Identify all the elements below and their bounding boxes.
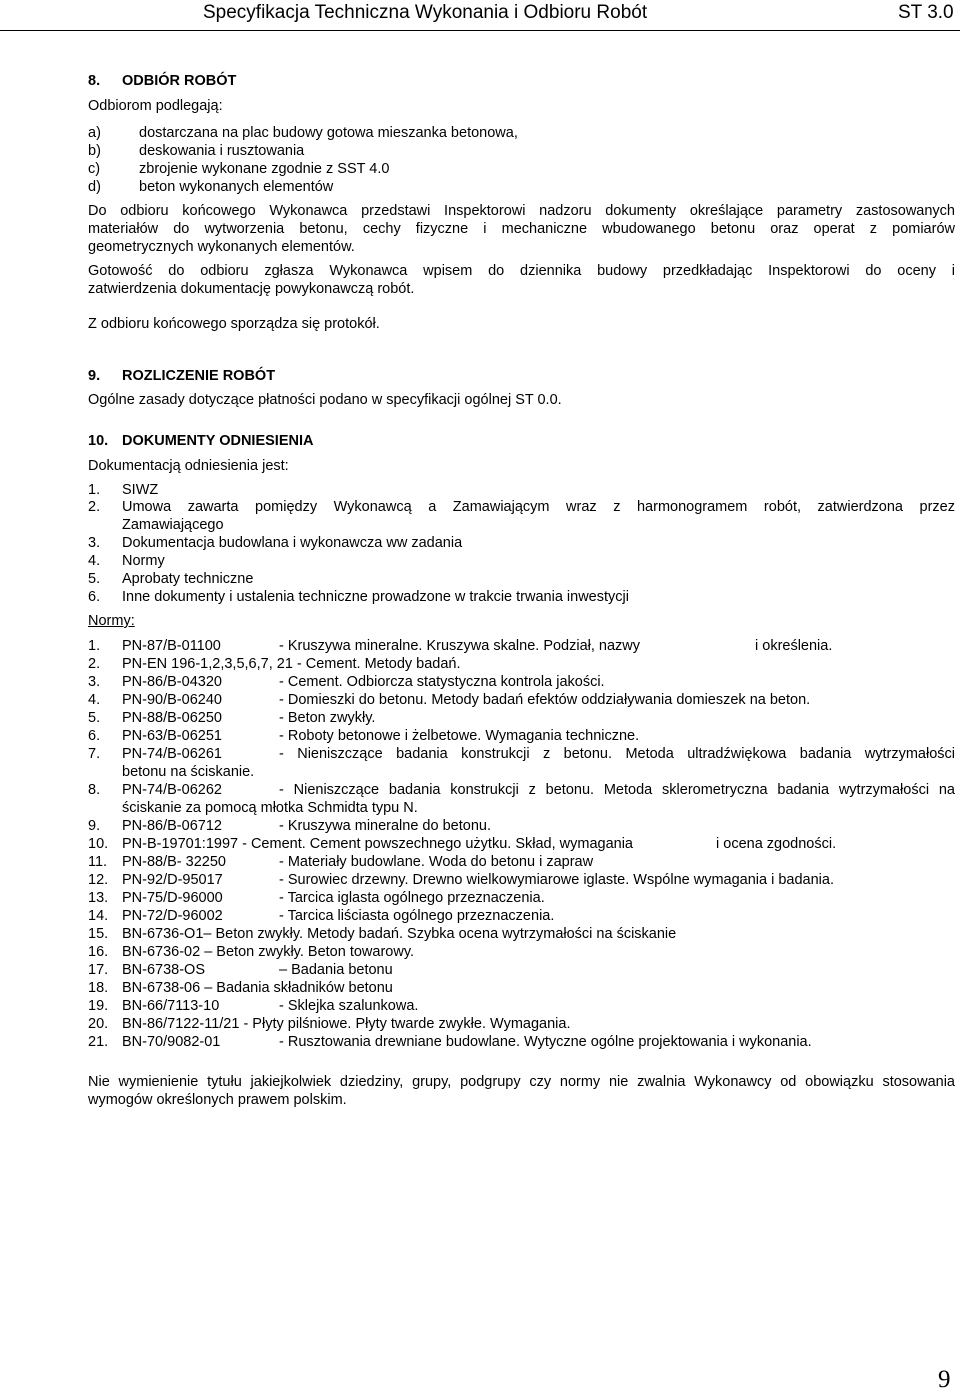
norm-code: PN-86/B-06712 — [122, 818, 222, 834]
paragraph-readiness — [88, 262, 955, 298]
norm-code: PN-92/D-95017 — [122, 872, 223, 888]
list-marker: 2. — [88, 499, 101, 515]
list-item: Aprobaty techniczne — [122, 571, 254, 587]
norm-number: 20. — [88, 1016, 109, 1032]
list-item-continuation: Zamawiającego — [122, 517, 224, 533]
norm-code: PN-74/B-06262 — [122, 782, 222, 798]
norm-description-tail: i ocena zgodności. — [716, 836, 837, 852]
norm-number: 2. — [88, 656, 101, 672]
norm-number: 21. — [88, 1034, 109, 1050]
norm-description: - Beton zwykły. — [279, 710, 376, 726]
norm-code: PN-87/B-01100 — [122, 638, 221, 654]
section-10-intro: Dokumentacją odniesienia jest: — [88, 458, 289, 474]
list-marker: 3. — [88, 535, 101, 551]
norm-code: BN-86/7122-11/21 - Płyty pilśniowe. Płyty twarde zwykłe. Wymagania. — [122, 1016, 571, 1032]
norm-code: PN-EN 196-1,2,3,5,6,7, 21 - Cement. Metody badań. — [122, 656, 461, 672]
list-item: deskowania i rusztowania — [139, 143, 305, 159]
list-marker: b) — [88, 143, 101, 159]
norm-description: - Kruszywa mineralne do betonu. — [279, 818, 491, 834]
list-marker: d) — [88, 179, 101, 195]
norm-number: 14. — [88, 908, 109, 924]
closing-paragraph — [88, 1073, 955, 1109]
page-number: 9 — [938, 1366, 951, 1393]
list-marker: c) — [88, 161, 101, 177]
norm-code: PN-72/D-96002 — [122, 908, 223, 924]
norm-number: 9. — [88, 818, 101, 834]
norm-code: BN-6736-O1– Beton zwykły. Metody badań. Szybka ocena wytrzymałości na ściskanie — [122, 926, 677, 942]
norm-number: 11. — [88, 854, 108, 870]
norm-number: 10. — [88, 836, 109, 852]
norm-number: 8. — [88, 782, 101, 798]
norm-description: - Kruszywa mineralne. Kruszywa skalne. Podział, nazwy — [279, 638, 641, 654]
list-item: Dokumentacja budowlana i wykonawcza ww zadania — [122, 535, 463, 551]
paragraph-line: geometrycznych wykonanych elementów. — [88, 239, 355, 255]
list-marker: a) — [88, 125, 101, 141]
section-8-number: 8. — [88, 73, 101, 89]
norm-number: 3. — [88, 674, 101, 690]
norm-code: PN-90/B-06240 — [122, 692, 222, 708]
norm-code: BN-6738-06 – Badania składników betonu — [122, 980, 393, 996]
norm-description: - Rusztowania drewniane budowlane. Wytyczne ogólne projektowania i wykonania. — [279, 1034, 812, 1050]
section-9-text: Ogólne zasady dotyczące płatności podano w specyfikacji ogólnej ST 0.0. — [88, 392, 562, 408]
section-10-title: DOKUMENTY ODNIESIENIA — [122, 433, 314, 449]
norm-description: - Roboty betonowe i żelbetowe. Wymagania techniczne. — [279, 728, 640, 744]
norm-number: 19. — [88, 998, 109, 1014]
norm-number: 13. — [88, 890, 109, 906]
paragraph-final-acceptance — [88, 202, 955, 256]
norm-description: – Badania betonu — [279, 962, 393, 978]
document-title: Specyfikacja Techniczna Wykonania i Odbioru Robót — [203, 2, 648, 23]
norm-code: PN-75/D-96000 — [122, 890, 223, 906]
paragraph-line: zatwierdzenia dokumentację powykonawczą robót. — [88, 281, 415, 297]
list-item: SIWZ — [122, 482, 159, 498]
norm-description: - Tarcica liściasta ogólnego przeznaczenia. — [279, 908, 555, 924]
norm-code: PN-B-19701:1997 - Cement. Cement powszechnego użytku. Skład, wymagania — [122, 836, 633, 852]
norm-description: - Materiały budowlane. Woda do betonu i zapraw — [279, 854, 594, 870]
paragraph-line: Gotowość do odbioru zgłasza Wykonawca wpisem do dziennika budowy przedkładając Inspektorowi do oceny i — [88, 263, 955, 279]
norm-code: BN-70/9082-01 — [122, 1034, 221, 1050]
list-item: beton wykonanych elementów — [139, 179, 334, 195]
norm-number: 4. — [88, 692, 101, 708]
list-marker: 5. — [88, 571, 101, 587]
section-9-title: ROZLICZENIE ROBÓT — [122, 368, 276, 384]
norm-description-tail: i określenia. — [755, 638, 833, 654]
norm-code: BN-66/7113-10 — [122, 998, 220, 1014]
section-8-title: ODBIÓR ROBÓT — [122, 73, 237, 89]
paragraph-line: Do odbioru końcowego Wykonawca przedstawi Inspektorowi nadzoru dokumenty określające parametry zastosowanych — [88, 203, 955, 219]
norm-code: PN-88/B- 32250 — [122, 854, 226, 870]
list-item: zbrojenie wykonane zgodnie z SST 4.0 — [139, 161, 390, 177]
paragraph-line: Nie wymienienie tytułu jakiejkolwiek dziedziny, grupy, podgrupy czy normy nie zwalnia Wykonawcy od obowiązku stosowania — [88, 1074, 955, 1090]
norm-code: PN-74/B-06261 — [122, 746, 222, 762]
norm-code: PN-86/B-04320 — [122, 674, 222, 690]
list-marker: 1. — [88, 482, 101, 498]
norm-number: 7. — [88, 746, 101, 762]
norm-code: PN-63/B-06251 — [122, 728, 222, 744]
page-header — [0, 0, 960, 30]
norm-number: 17. — [88, 962, 109, 978]
section-9-number: 9. — [88, 368, 101, 384]
section-8-intro: Odbiorom podlegają: — [88, 98, 223, 114]
norm-number: 15. — [88, 926, 109, 942]
norm-description-continuation: ściskanie za pomocą młotka Schmidta typu N. — [122, 800, 418, 816]
norm-description: - Cement. Odbiorcza statystyczna kontrola jakości. — [279, 674, 605, 690]
list-marker: 6. — [88, 589, 101, 605]
norm-number: 18. — [88, 980, 109, 996]
norm-description: - Domieszki do betonu. Metody badań efektów oddziaływania domieszek na beton. — [279, 692, 811, 708]
norm-description: - Nieniszczące badania konstrukcji z betonu. Metoda sklerometryczna badania wytrzymałości na — [279, 782, 955, 798]
paragraph-line: materiałów do wytworzenia betonu, cechy fizyczne i mechaniczne wbudowanego betonu oraz operat z pomiarów — [88, 221, 955, 237]
list-item: Umowa zawarta pomiędzy Wykonawcą a Zamawiającym wraz z harmonogramem robót, zatwierdzona przez — [122, 499, 955, 515]
norm-description: - Sklejka szalunkowa. — [279, 998, 419, 1014]
norm-number: 5. — [88, 710, 101, 726]
norm-description-continuation: betonu na ściskanie. — [122, 764, 255, 780]
norm-code: BN-6736-02 – Beton zwykły. Beton towarowy. — [122, 944, 415, 960]
spec-code: ST 3.0 — [898, 2, 954, 23]
norm-description: - Tarcica iglasta ogólnego przeznaczenia. — [279, 890, 545, 906]
norm-number: 1. — [88, 638, 101, 654]
paragraph-line: wymogów określonych prawem polskim. — [88, 1092, 347, 1108]
norm-code: BN-6738-OS — [122, 962, 206, 978]
norm-number: 12. — [88, 872, 109, 888]
norm-number: 6. — [88, 728, 101, 744]
list-item: dostarczana na plac budowy gotowa mieszanka betonowa, — [139, 125, 518, 141]
norm-code: PN-88/B-06250 — [122, 710, 222, 726]
norm-description: - Surowiec drzewny. Drewno wielkowymiarowe iglaste. Wspólne wymagania i badania. — [279, 872, 834, 888]
normy-heading: Normy: — [88, 613, 135, 629]
list-item: Inne dokumenty i ustalenia techniczne prowadzone w trakcie trwania inwestycji — [122, 589, 629, 605]
paragraph-protocol: Z odbioru końcowego sporządza się protokół. — [88, 316, 380, 332]
header-divider — [0, 30, 960, 31]
norm-description: - Nieniszczące badania konstrukcji z betonu. Metoda ultradźwiękowa badania wytrzymałości — [279, 746, 955, 762]
list-marker: 4. — [88, 553, 101, 569]
list-item: Normy — [122, 553, 165, 569]
section-10-number: 10. — [88, 433, 109, 449]
norm-number: 16. — [88, 944, 109, 960]
